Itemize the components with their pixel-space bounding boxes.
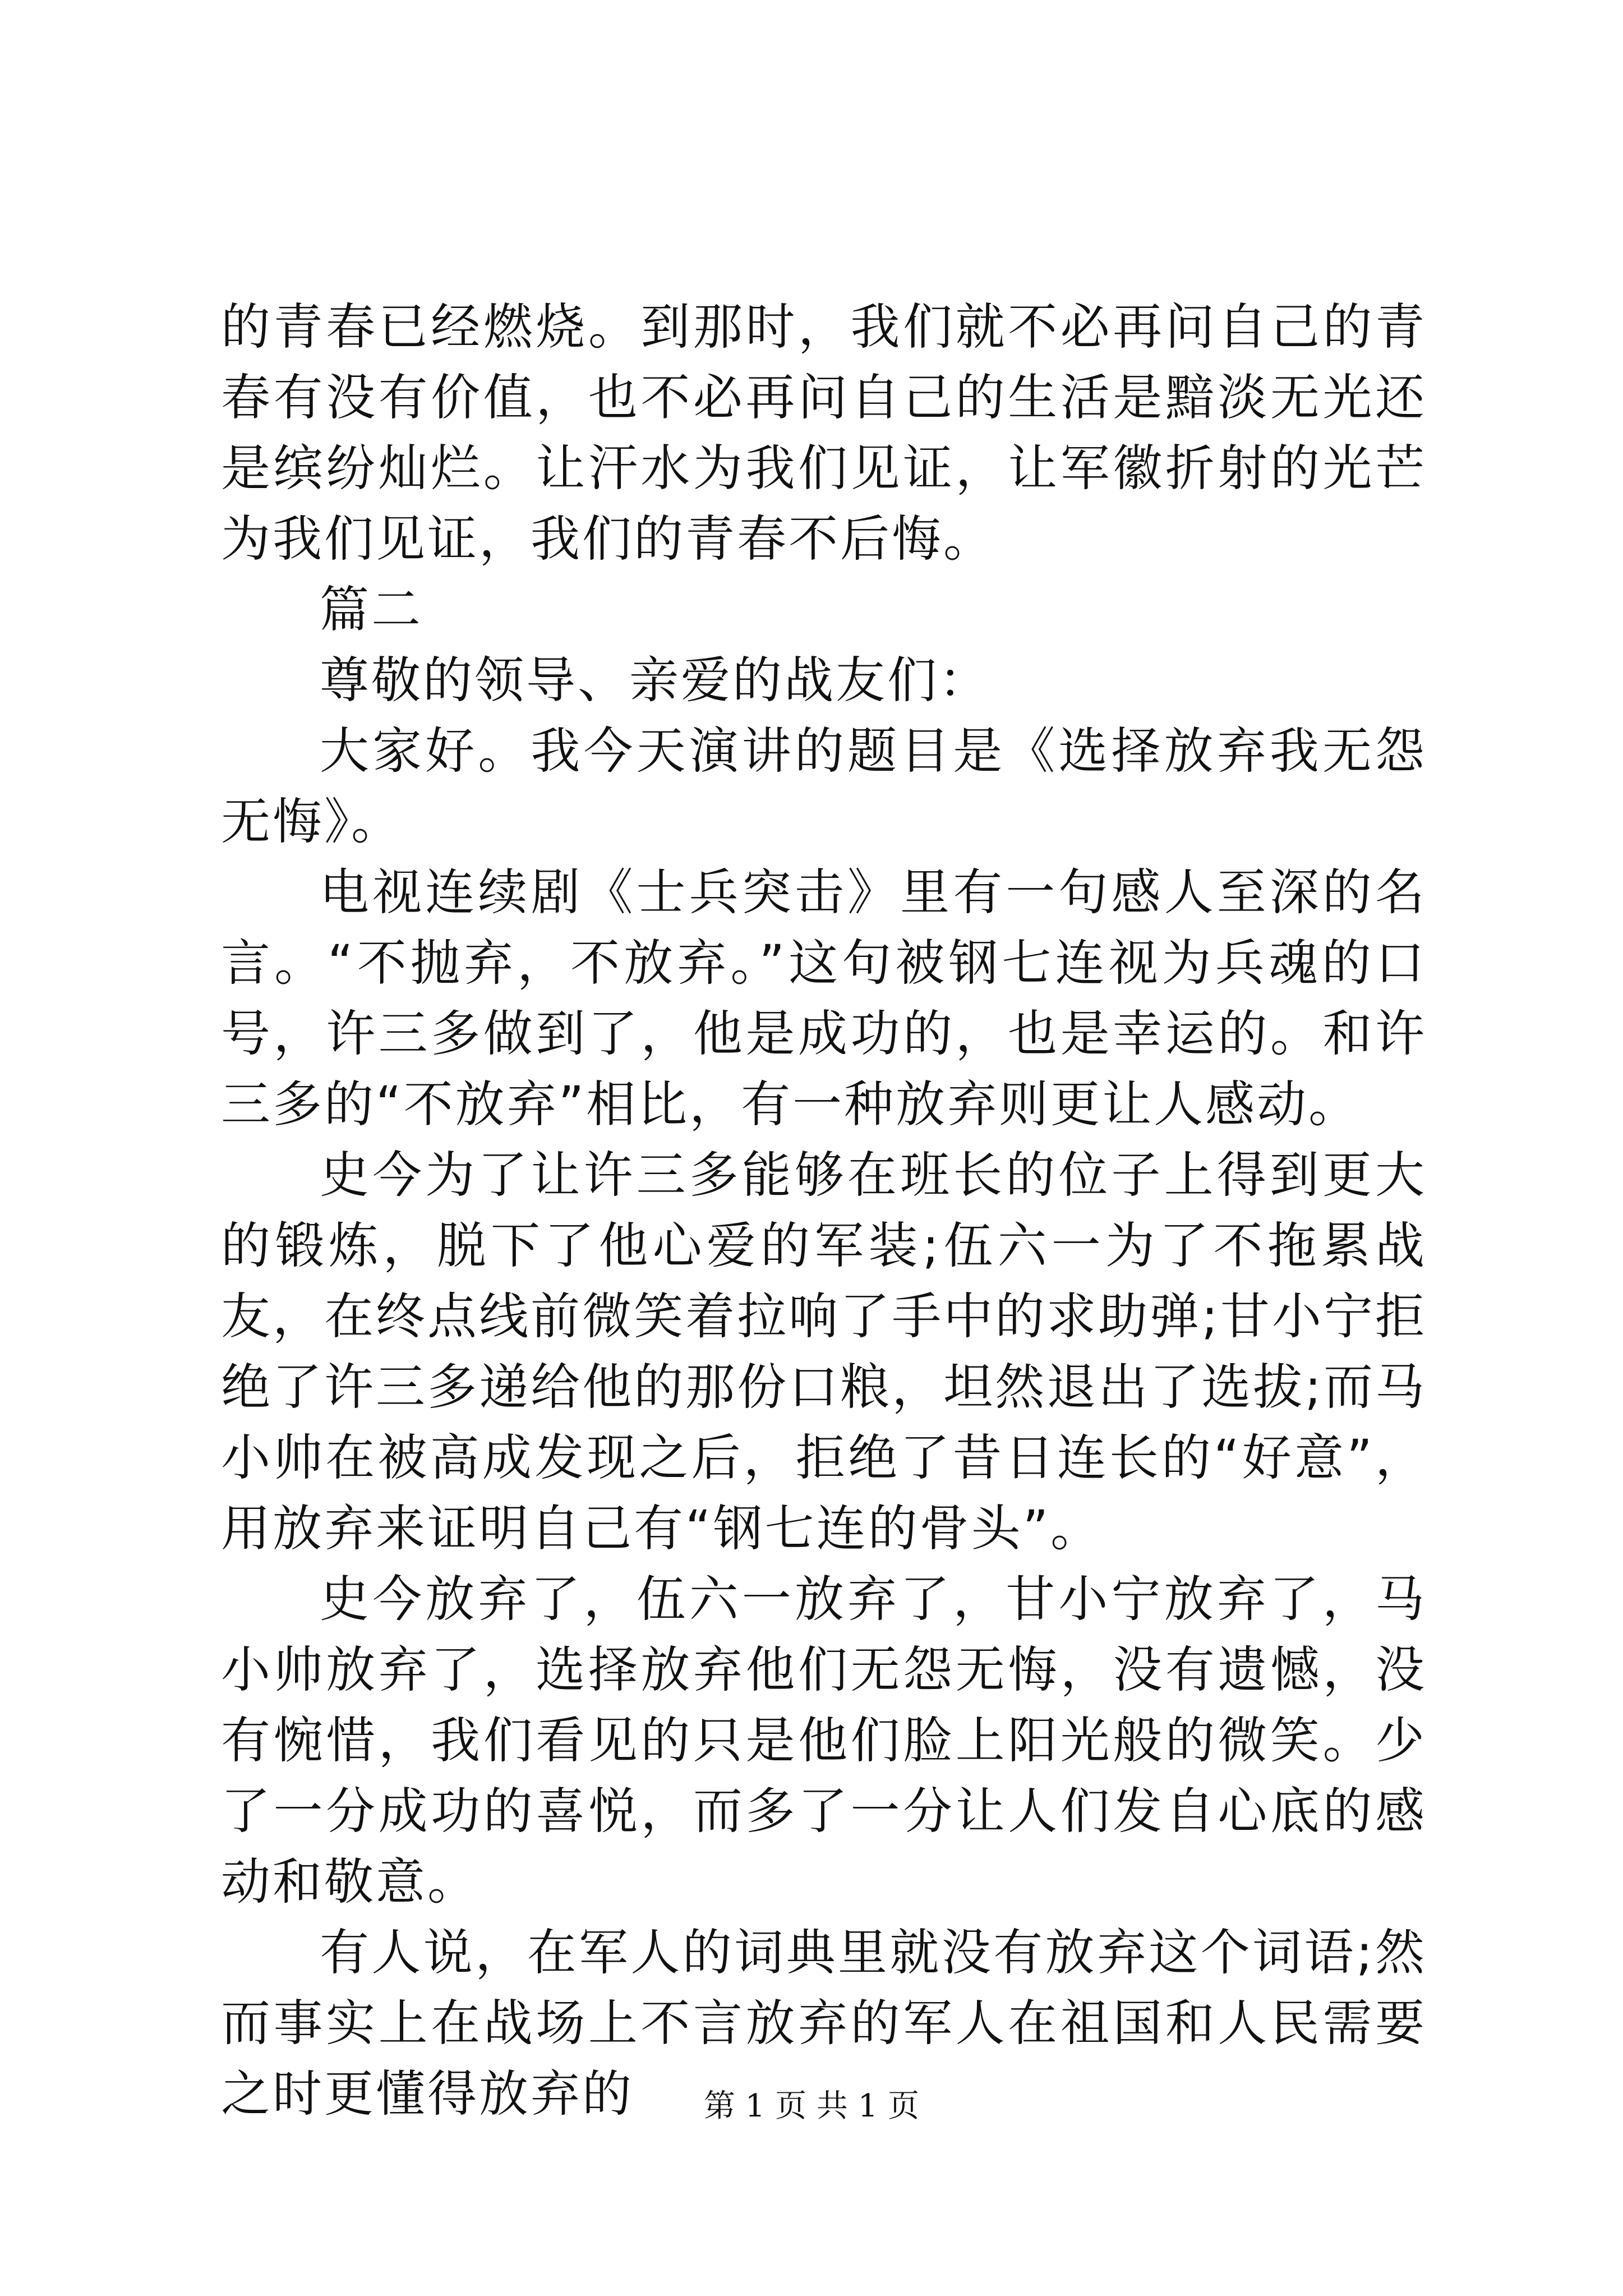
paragraph-closing: 有人说，在军人的词典里就没有放弃这个词语;然而事实上在战场上不言放弃的军人在祖国和人民需要之时更懂得放弃的 bbox=[221, 1924, 1427, 2123]
paragraph-continuation: 的青春已经燃烧。到那时，我们就不必再问自己的青春有没有价值，也不必再问自己的生活是黯淡无光还是缤纷灿烂。让汗水为我们见证，让军徽折射的光芒为我们见证，我们的青春不后悔。 bbox=[221, 298, 1427, 568]
paragraph-intro: 大家好。我今天演讲的题目是《选择放弃我无怨无悔》。 bbox=[221, 722, 1427, 850]
page-footer: 第 1 页 共 1 页 bbox=[703, 2088, 920, 2124]
paragraph-summary: 史今放弃了，伍六一放弃了，甘小宁放弃了，马小帅放弃了，选择放弃他们无怨无悔，没有遗憾，没有惋惜，我们看见的只是他们脸上阳光般的微笑。少了一分成功的喜悦，而多了一分让人们发自心底的感动和敬意。 bbox=[221, 1570, 1427, 1911]
document-body bbox=[221, 292, 1427, 2129]
paragraph-quote: 电视连续剧《士兵突击》里有一句感人至深的名言。“不抛弃，不放弃。”这句被钢七连视为兵魂的口号，许三多做到了，他是成功的，也是幸运的。和许三多的“不放弃”相比，有一种放弃则更让人感动。 bbox=[221, 863, 1427, 1133]
section-heading: 篇二 bbox=[320, 581, 423, 638]
paragraph-examples: 史今为了让许三多能够在班长的位子上得到更大的锻炼，脱下了他心爱的军装;伍六一为了不拖累战友，在终点线前微笑着拉响了手中的求助弹;甘小宁拒绝了许三多递给他的那份口粮，坦然退出了选拔;而马小帅在被高成发现之后，拒绝了昔日连长的“好意”，用放弃来证明自己有“钢七连的骨头”。 bbox=[221, 1146, 1427, 1557]
salutation: 尊敬的领导、亲爱的战友们： bbox=[320, 651, 991, 709]
